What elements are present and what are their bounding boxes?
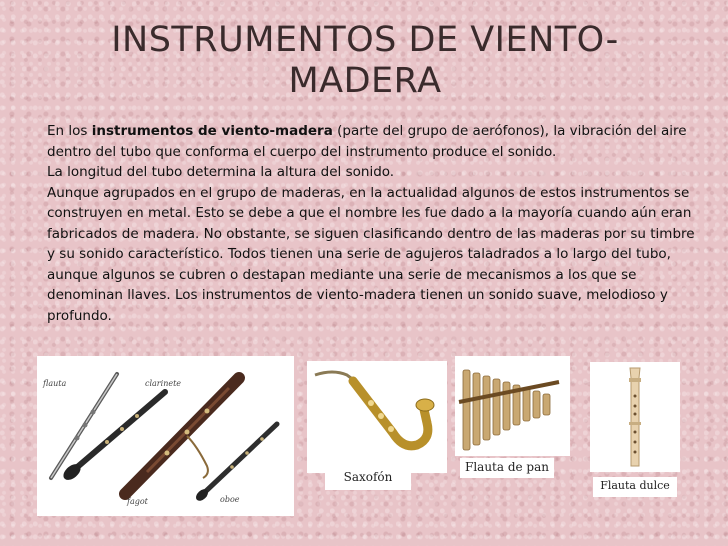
recorder-caption: Flauta dulce (593, 477, 677, 497)
paragraph-1-end: (parte del grupo de aerófonos), la vibración del aire dentro del tubo que conforma el cuerpo del instrumento produce el sonido. (47, 123, 687, 160)
label-clarinete: clarinete (145, 379, 182, 388)
woodwind-group-drawing (37, 356, 294, 516)
label-flauta: flauta (43, 379, 67, 388)
woodwind-group-image (37, 356, 294, 516)
paragraph-2: La longitud del tubo determina la altura del sonido. (47, 164, 395, 180)
label-oboe: oboe (220, 495, 240, 504)
saxophone-image (307, 361, 447, 473)
paragraph-1 (47, 121, 697, 162)
pan-flute-image (455, 356, 570, 456)
label-fagot: fagot (127, 497, 148, 506)
slide-title: INSTRUMENTOS DE VIENTO-MADERA (111, 20, 619, 101)
recorder-image (590, 362, 680, 472)
body-text (47, 121, 697, 326)
paragraph-1-start: En los (47, 123, 92, 139)
paragraph-1-bold: instrumentos de viento-madera (91, 123, 333, 139)
saxophone-caption: Saxofón (325, 468, 411, 490)
recorder-icon (590, 362, 680, 472)
pan-flute-icon (455, 356, 570, 456)
paragraph-3: Aunque agrupados en el grupo de maderas, en la actualidad algunos de estos instrumentos se construyen en metal. Esto se debe a que el nombre les fue dado a la mayoría cuando aún eran fabricados de madera. No obstante, se siguen clasificando dentro de las maderas por su timbre y su sonido característico. Todos tienen una serie de agujeros taladrados a lo largo del tubo, aunque algunos se cubren o destapan mediante una serie de mecanismos a los que se denominan llaves. Los instrumentos de viento-madera tienen un sonido suave, melodioso y profundo. (47, 184, 695, 324)
saxophone-icon (307, 361, 447, 473)
pan-flute-caption: Flauta de pan (460, 458, 554, 478)
